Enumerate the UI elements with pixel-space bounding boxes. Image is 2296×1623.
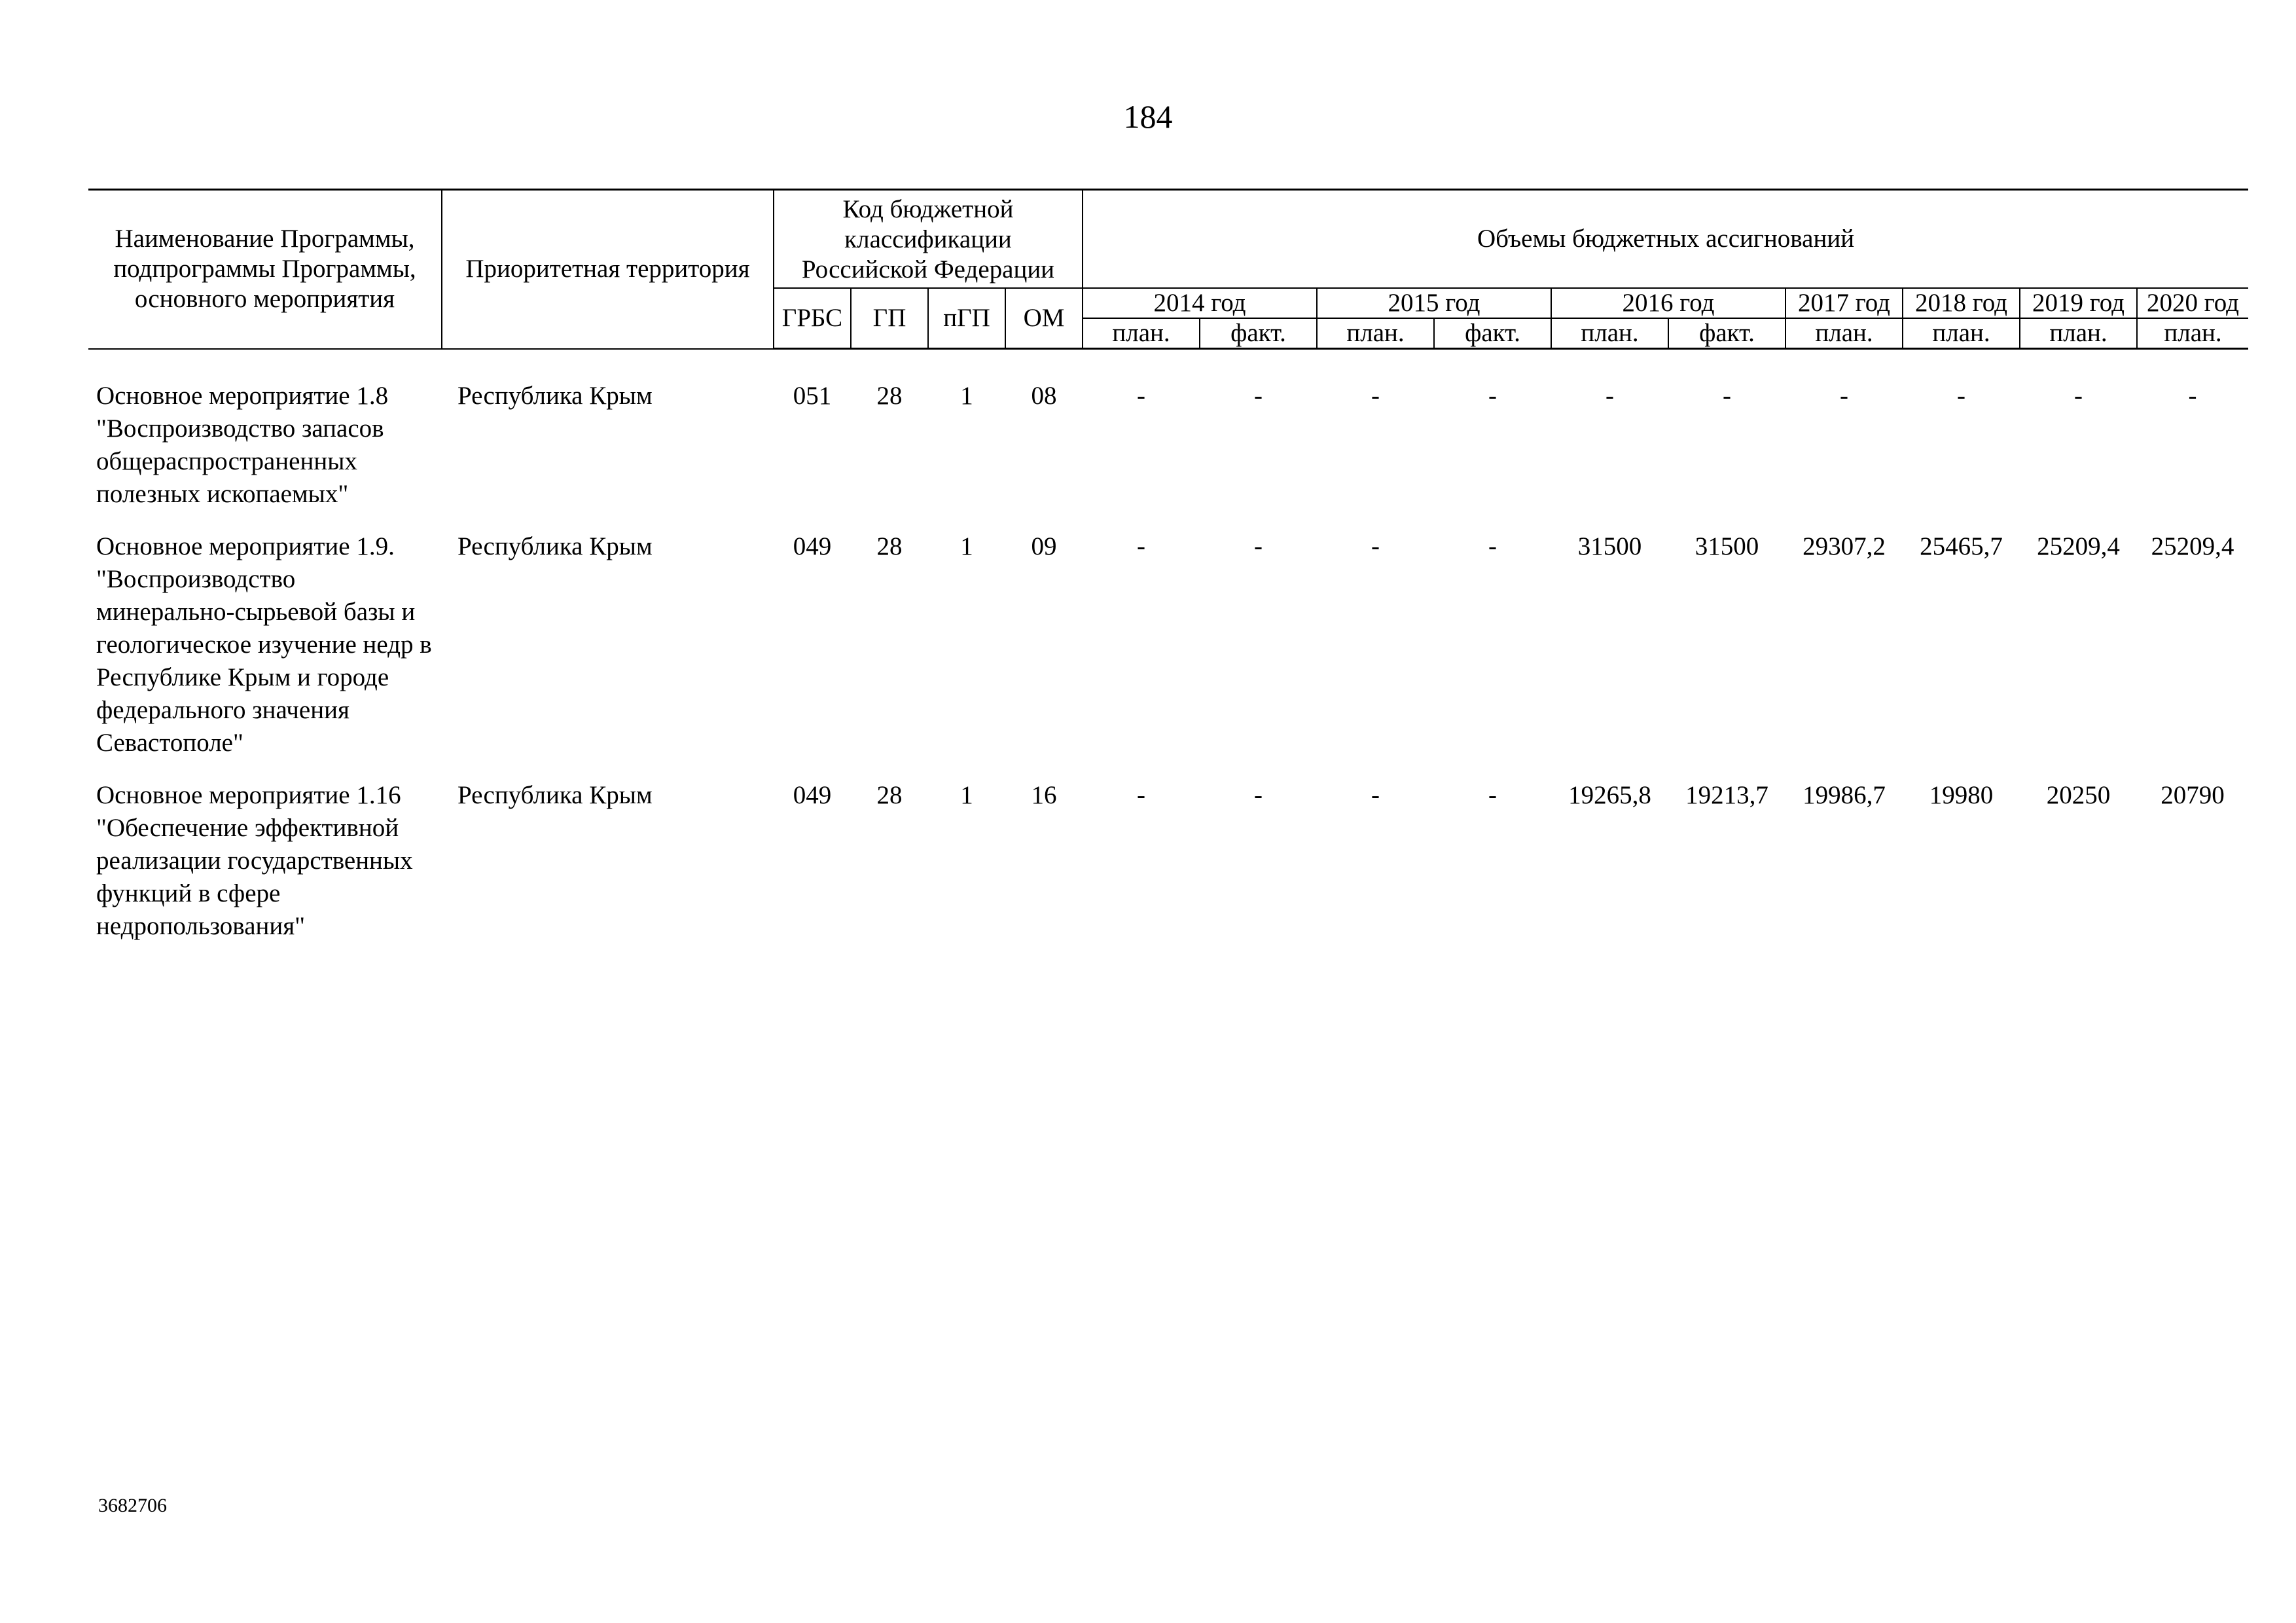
header-plan-2016: план. (1551, 318, 1668, 349)
row-territory: Республика Крым (457, 382, 653, 410)
header-territory: Приоритетная территория (442, 190, 774, 349)
page-number: 184 (1123, 98, 1173, 135)
row-value-2015-fact: - (1488, 382, 1497, 410)
row-value-2014-plan: - (1137, 382, 1145, 410)
row-name: Основное мероприятие 1.8 "Воспроизводство запасов общераспространенных полезных ископаемых" (96, 382, 389, 508)
table-row (88, 779, 2248, 962)
header-name: Наименование Программы, подпрограммы Программы, основного мероприятия (88, 190, 442, 349)
row-name: Основное мероприятие 1.9. "Воспроизводство минерально-сырьевой базы и геологическое изучение недр в Республике Крым и городе федерального значения Севастополе" (96, 532, 432, 757)
table-spacer (88, 349, 2248, 380)
row-value-2016-fact: 31500 (1695, 532, 1759, 560)
row-territory: Республика Крым (457, 781, 653, 809)
header-year-2014: 2014 год (1083, 288, 1317, 318)
row-value-2017-plan: 19986,7 (1803, 781, 1886, 809)
header-plan-2017: план. (1785, 318, 1903, 349)
header-code-pgp: пГП (928, 288, 1005, 349)
header-code-grbs: ГРБС (774, 288, 851, 349)
row-value-2018-plan: - (1957, 382, 1965, 410)
row-value-2017-plan: - (1840, 382, 1848, 410)
row-value-2014-fact: - (1254, 382, 1263, 410)
header-code-om: ОМ (1005, 288, 1083, 349)
row-code-pgp: 1 (960, 382, 973, 410)
header-budget-code: Код бюджетной классификации Российской Федерации (774, 190, 1083, 289)
document-code: 3682706 (98, 1495, 167, 1516)
row-territory: Республика Крым (457, 532, 653, 560)
header-plan-2019: план. (2020, 318, 2137, 349)
row-code-gp: 28 (876, 532, 903, 560)
header-year-2015: 2015 год (1317, 288, 1551, 318)
row-code-grbs: 049 (793, 532, 832, 560)
row-value-2014-fact: - (1254, 532, 1263, 560)
row-value-2015-plan: - (1371, 532, 1380, 560)
header-year-2017: 2017 год (1785, 288, 1903, 318)
row-code-om: 09 (1031, 532, 1057, 560)
row-value-2014-plan: - (1137, 781, 1145, 809)
row-value-2017-plan: 29307,2 (1803, 532, 1886, 560)
row-name: Основное мероприятие 1.16 "Обеспечение эффективной реализации государственных функций в сфере недропользования" (96, 781, 413, 940)
row-value-2015-fact: - (1488, 781, 1497, 809)
row-value-2020-plan: 25209,4 (2151, 532, 2234, 560)
header-fact-2014: факт. (1200, 318, 1317, 349)
row-code-grbs: 051 (793, 382, 832, 410)
row-code-grbs: 049 (793, 781, 832, 809)
row-value-2016-plan: - (1605, 382, 1614, 410)
row-code-gp: 28 (876, 781, 903, 809)
header-plan-2014: план. (1083, 318, 1200, 349)
header-fact-2015: факт. (1434, 318, 1551, 349)
row-value-2018-plan: 19980 (1929, 781, 1994, 809)
row-value-2015-fact: - (1488, 532, 1497, 560)
row-value-2016-plan: 31500 (1577, 532, 1642, 560)
row-value-2014-plan: - (1137, 532, 1145, 560)
header-code-gp: ГП (851, 288, 928, 349)
row-value-2015-plan: - (1371, 781, 1380, 809)
header-plan-2015: план. (1317, 318, 1434, 349)
row-value-2020-plan: - (2188, 382, 2197, 410)
row-value-2020-plan: 20790 (2161, 781, 2225, 809)
header-year-2019: 2019 год (2020, 288, 2137, 318)
row-value-2016-plan: 19265,8 (1568, 781, 1651, 809)
row-value-2019-plan: 25209,4 (2037, 532, 2120, 560)
row-code-om: 08 (1031, 382, 1057, 410)
header-budget-volumes: Объемы бюджетных ассигнований (1083, 190, 2248, 289)
row-value-2018-plan: 25465,7 (1920, 532, 2003, 560)
row-value-2016-fact: 19213,7 (1685, 781, 1768, 809)
row-value-2019-plan: 20250 (2046, 781, 2111, 809)
row-value-2015-plan: - (1371, 382, 1380, 410)
table-row (88, 380, 2248, 530)
row-code-pgp: 1 (960, 781, 973, 809)
table-row (88, 530, 2248, 779)
budget-allocation-table (88, 189, 2248, 962)
header-plan-2018: план. (1903, 318, 2020, 349)
row-code-om: 16 (1031, 781, 1057, 809)
header-year-2018: 2018 год (1903, 288, 2020, 318)
row-value-2019-plan: - (2074, 382, 2083, 410)
header-year-2020: 2020 год (2137, 288, 2248, 318)
row-code-pgp: 1 (960, 532, 973, 560)
header-year-2016: 2016 год (1551, 288, 1785, 318)
header-plan-2020: план. (2137, 318, 2248, 349)
row-code-gp: 28 (876, 382, 903, 410)
row-value-2016-fact: - (1723, 382, 1731, 410)
header-fact-2016: факт. (1668, 318, 1785, 349)
row-value-2014-fact: - (1254, 781, 1263, 809)
